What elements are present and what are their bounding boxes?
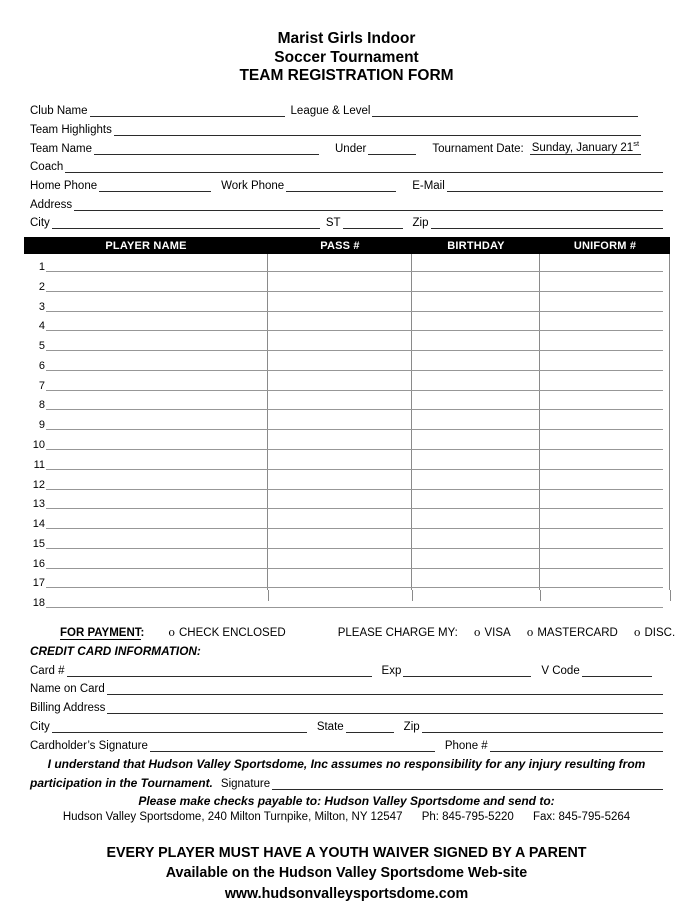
- work-phone-line: [286, 179, 396, 192]
- v-code-line: [582, 664, 652, 677]
- name-on-card-line: [107, 682, 663, 695]
- row-underline: [46, 469, 663, 470]
- waiver-requirement-line: EVERY PLAYER MUST HAVE A YOUTH WAIVER SIGNED BY A PARENT: [106, 844, 587, 861]
- visa-option: [474, 626, 511, 639]
- please-charge-label: PLEASE CHARGE MY:: [337, 627, 458, 640]
- credit-card-section: [30, 658, 663, 751]
- club-league-row: [30, 99, 638, 118]
- row-number: 9: [38, 419, 45, 432]
- row-number: 6: [38, 359, 45, 372]
- table-row: [24, 590, 670, 610]
- row-number: 2: [38, 280, 45, 293]
- work-phone-label: Work Phone: [221, 179, 285, 192]
- row-number: 1: [38, 261, 45, 274]
- table-row: [24, 254, 670, 274]
- card-number-row: [30, 658, 663, 677]
- cc-phone-line: [490, 739, 663, 752]
- tournament-date-value: Sunday, January 21st: [531, 138, 640, 154]
- zip-line: [431, 216, 664, 229]
- payment-row: [60, 626, 676, 640]
- sportsdome-contact-line: [0, 811, 693, 823]
- table-row: [24, 571, 670, 591]
- for-payment-colon: :: [140, 627, 145, 640]
- footer-notice: [0, 843, 693, 905]
- for-payment-label: FOR PAYMENT: [60, 627, 141, 640]
- cc-zip-label: Zip: [403, 720, 420, 733]
- row-underline: [46, 489, 663, 490]
- team-highlights-row: [30, 117, 663, 136]
- cardholder-signature-label: Cardholder’s Signature: [30, 739, 148, 752]
- tournament-date-label: Tournament Date:: [432, 142, 524, 155]
- row-underline: [46, 409, 663, 410]
- team-name-line: [94, 142, 319, 155]
- title-line-1: Marist Girls Indoor: [277, 30, 416, 47]
- cc-city-label: City: [30, 720, 50, 733]
- home-phone-label: Home Phone: [30, 179, 98, 192]
- table-row: [24, 274, 670, 294]
- row-underline: [46, 350, 663, 351]
- under-label: Under: [335, 142, 367, 155]
- waiver-signature-line: [272, 777, 663, 790]
- exp-line: [403, 664, 531, 677]
- checks-payable-note: Please make checks payable to: Hudson Valley Sportsdome and send to:: [138, 793, 555, 808]
- phones-row: [30, 173, 663, 192]
- row-number: 15: [32, 537, 45, 550]
- team-highlights-label: Team Highlights: [30, 123, 112, 136]
- table-row: [24, 531, 670, 551]
- row-underline: [46, 390, 663, 391]
- row-number: 11: [33, 458, 45, 471]
- city-st-zip-row: [30, 211, 663, 230]
- address-label: Address: [30, 198, 73, 211]
- roster-header: [24, 237, 670, 254]
- mastercard-option: [527, 626, 618, 639]
- row-underline: [46, 370, 663, 371]
- email-label: E-Mail: [412, 179, 445, 192]
- mastercard-label: MASTERCARD: [537, 627, 618, 640]
- visa-circle-icon: o: [473, 626, 481, 640]
- exp-label: Exp: [381, 664, 402, 677]
- disc-label: DISC.: [644, 627, 676, 640]
- table-row: [24, 472, 670, 492]
- address-row: [30, 192, 663, 211]
- row-number: 13: [32, 498, 45, 511]
- date-ordinal: st: [633, 138, 640, 148]
- billing-address-row: [30, 695, 663, 714]
- cc-zip-line: [422, 720, 663, 733]
- card-number-line: [67, 664, 372, 677]
- check-enclosed-circle-icon: o: [168, 626, 175, 640]
- roster-body: [24, 254, 670, 610]
- table-row: [24, 551, 670, 571]
- table-row: [24, 373, 670, 393]
- title-line-2: Soccer Tournament: [274, 48, 419, 66]
- cardholder-signature-line: [150, 739, 435, 752]
- table-row: [24, 452, 670, 472]
- mastercard-circle-icon: o: [526, 626, 534, 640]
- sportsdome-fax: Fax: 845-795-5264: [532, 810, 631, 823]
- sportsdome-phone: Ph: 845-795-5220: [421, 810, 514, 823]
- sportsdome-address: Hudson Valley Sportsdome, 240 Milton Turnpike, Milton, NY 12547: [62, 810, 403, 823]
- disc-option: [634, 626, 675, 639]
- row-underline: [46, 528, 663, 529]
- city-line: [52, 216, 320, 229]
- league-level-label: League & Level: [290, 105, 371, 118]
- row-underline: [46, 330, 663, 331]
- team-info-section: [30, 99, 663, 230]
- row-underline: [46, 607, 663, 608]
- row-underline: [46, 568, 663, 569]
- check-enclosed-label: CHECK ENCLOSED: [178, 627, 286, 640]
- home-phone-line: [99, 179, 211, 192]
- row-underline: [46, 291, 663, 292]
- row-number: 12: [32, 478, 45, 491]
- v-code-label: V Code: [541, 664, 580, 677]
- st-label: ST: [325, 217, 341, 230]
- name-on-card-label: Name on Card: [30, 683, 105, 696]
- row-number: 16: [32, 557, 45, 570]
- disclaimer-line-1: I understand that Hudson Valley Sportsdome, Inc assumes no responsibility for any injury resulting from: [47, 756, 646, 771]
- check-enclosed-option: [168, 626, 285, 639]
- visa-label: VISA: [484, 627, 511, 640]
- form-title: [0, 0, 693, 86]
- under-line: [368, 142, 416, 155]
- team-highlights-line: [114, 123, 641, 136]
- table-row: [24, 511, 670, 531]
- table-row: [24, 432, 670, 452]
- row-number: 5: [38, 340, 45, 353]
- row-underline: [46, 548, 663, 549]
- row-underline: [46, 587, 663, 588]
- title-line-3: TEAM REGISTRATION FORM: [239, 67, 454, 84]
- roster-table: [24, 237, 670, 610]
- website-url: www.hudsonvalleysportsdome.com: [224, 885, 469, 902]
- col-uniform-number: UNIFORM #: [573, 239, 637, 252]
- row-underline: [46, 429, 663, 430]
- disclaimer-line-2-text: participation in the Tournament.: [30, 775, 213, 790]
- cc-state-label: State: [316, 720, 344, 733]
- zip-label: Zip: [412, 217, 429, 230]
- col-player-name: PLAYER NAME: [105, 239, 187, 252]
- email-line: [447, 179, 663, 192]
- billing-address-line: [107, 701, 663, 714]
- row-number: 14: [32, 518, 45, 531]
- city-label: City: [30, 217, 50, 230]
- cc-phone-label: Phone #: [444, 739, 488, 752]
- club-name-line: [90, 104, 285, 117]
- league-level-line: [372, 104, 638, 117]
- row-underline: [46, 311, 663, 312]
- cc-city-state-zip-row: [30, 714, 663, 733]
- row-underline: [46, 508, 663, 509]
- row-underline: [46, 449, 663, 450]
- name-on-card-row: [30, 677, 663, 696]
- table-row: [24, 393, 670, 413]
- table-row: [24, 353, 670, 373]
- row-number: 7: [38, 379, 45, 392]
- credit-card-heading: CREDIT CARD INFORMATION:: [30, 644, 201, 659]
- billing-address-label: Billing Address: [30, 702, 106, 715]
- table-row: [24, 314, 670, 334]
- disc-circle-icon: o: [633, 626, 641, 640]
- st-line: [343, 216, 403, 229]
- team-name-row: [30, 136, 638, 155]
- team-name-label: Team Name: [30, 142, 92, 155]
- table-row: [24, 492, 670, 512]
- coach-row: [30, 155, 663, 174]
- waiver-availability-line: Available on the Hudson Valley Sportsdome Web-site: [165, 865, 528, 882]
- col-pass-number: PASS #: [320, 239, 360, 252]
- address-line: [74, 198, 663, 211]
- card-number-label: Card #: [30, 664, 65, 677]
- row-number: 3: [38, 300, 45, 313]
- coach-label: Coach: [30, 161, 64, 174]
- table-row: [24, 294, 670, 314]
- table-row: [24, 412, 670, 432]
- row-number: 18: [32, 597, 45, 610]
- row-number: 10: [32, 438, 45, 451]
- row-number: 4: [38, 320, 45, 333]
- coach-line: [65, 160, 663, 173]
- row-underline: [46, 271, 663, 272]
- cc-state-line: [346, 720, 394, 733]
- col-birthday: BIRTHDAY: [447, 239, 505, 252]
- row-number: 17: [32, 577, 45, 590]
- cc-city-line: [52, 720, 307, 733]
- cardholder-signature-row: [30, 733, 663, 752]
- row-number: 8: [38, 399, 45, 412]
- disclaimer-line-2: [30, 771, 663, 790]
- club-name-label: Club Name: [30, 105, 88, 118]
- table-row: [24, 333, 670, 353]
- waiver-signature-label: Signature: [220, 777, 271, 790]
